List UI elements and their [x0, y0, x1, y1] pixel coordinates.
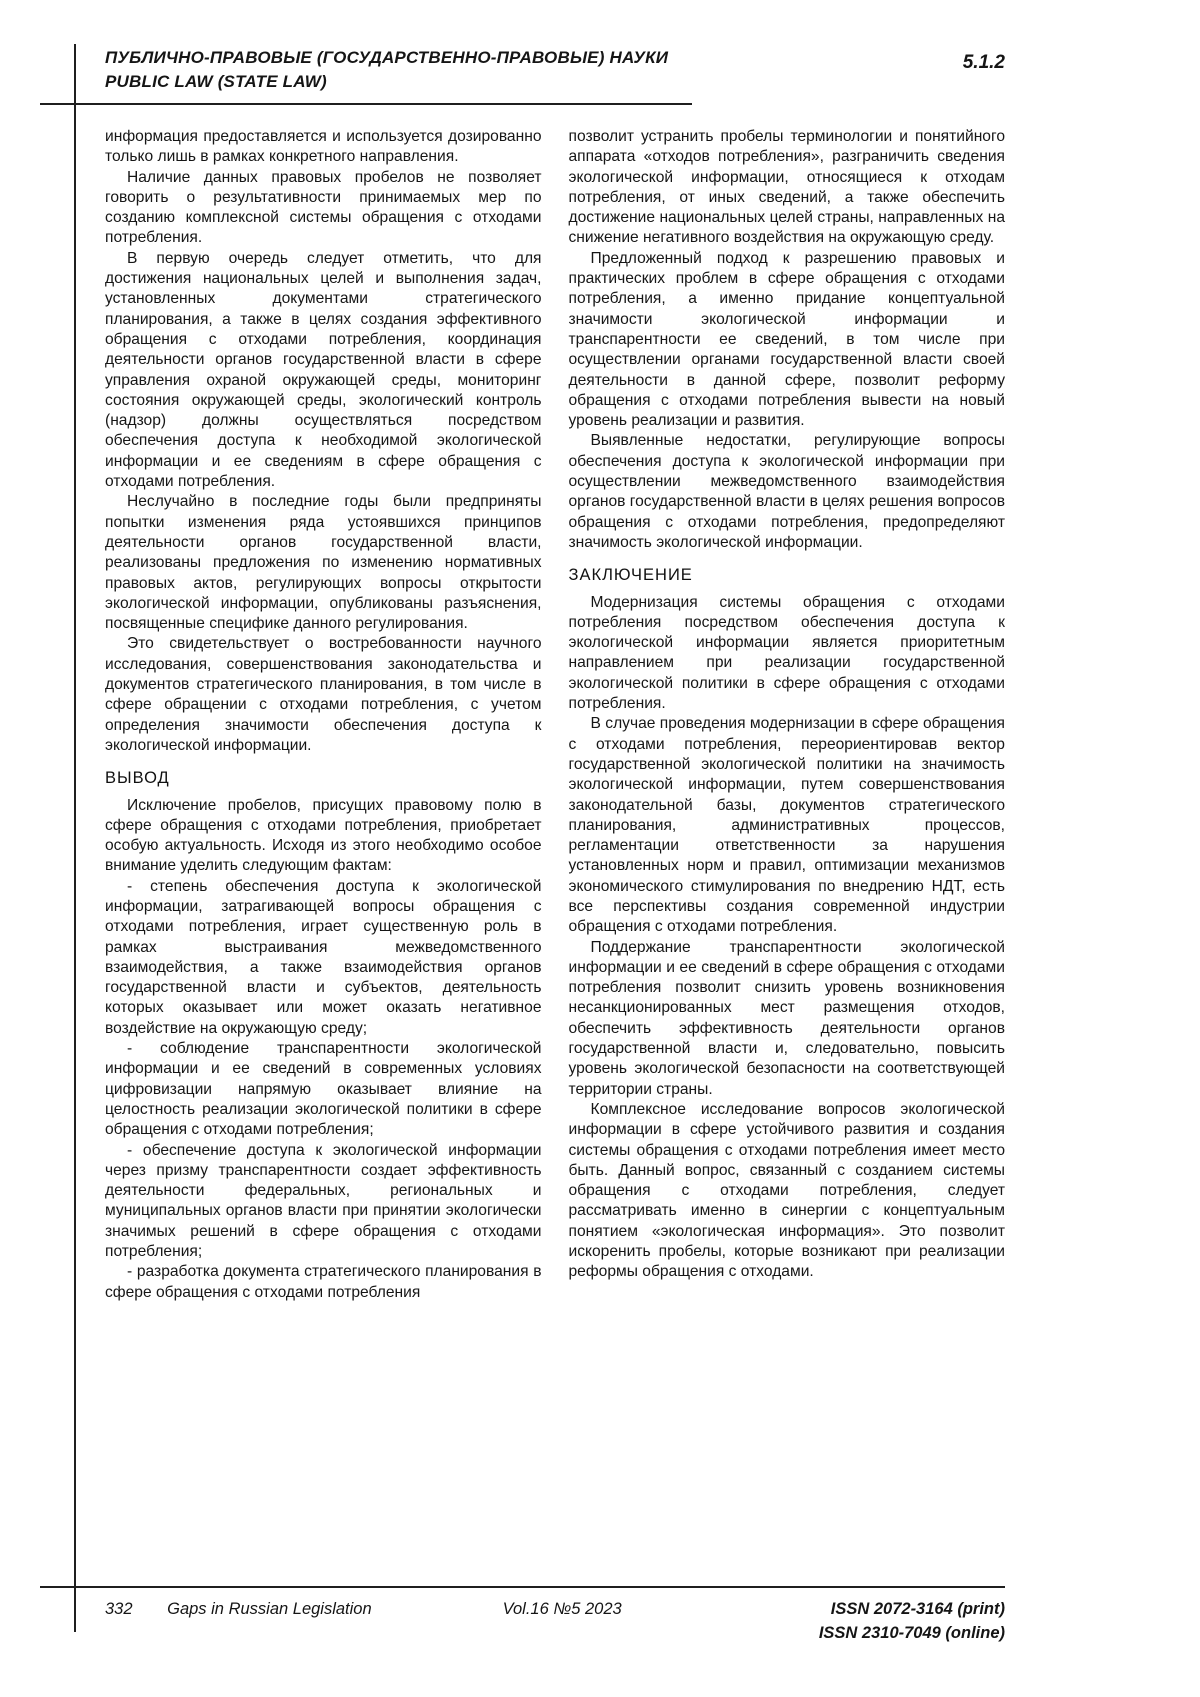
issn-block — [819, 1597, 1005, 1645]
paragraph: Выявленные недостатки, регулирующие вопросы обеспечения доступа к экологической информации при осуществлении межведомственного взаимодействия органов государственной власти в целях решения вопросов обращения с отходами потребления, предопределяют значимость экологической информации. — [568, 432, 1005, 551]
paragraph: - обеспечение доступа к экологической информации через призму транспарентности создает эффективность деятельности федеральных, региональных и муниципальных органов власти при принятии экологически значимых решений в сфере обращения с отходами потребления; — [105, 1141, 542, 1261]
paragraph: - разработка документа стратегического планирования в сфере обращения с отходами потребления — [105, 1263, 542, 1301]
issue-info: Vol.16 №5 2023 — [502, 1600, 622, 1618]
issn-online: ISSN 2310-7049 (online) — [818, 1624, 1005, 1642]
section-number: 5.1.2 — [962, 52, 1005, 73]
paragraph: Это свидетельствует о востребованности научного исследования, совершенствования законодательства и документов стратегического планирования, в том числе в сфере обращении с отходами потребления, с учетом определения значимости обеспечения доступа к экологической информации. — [105, 635, 542, 754]
rubric-title-ru: ПУБЛИЧНО-ПРАВОВЫЕ (ГОСУДАРСТВЕННО-ПРАВОВЫЕ) НАУКИ — [105, 48, 669, 67]
header-rule — [40, 103, 692, 105]
paragraph: Наличие данных правовых пробелов не позволяет говорить о результативности принимаемых мер по созданию комплексной системы обращения с отходами потребления. — [105, 168, 542, 247]
section-heading: ВЫВОД — [105, 769, 170, 788]
section-heading: ЗАКЛЮЧЕНИЕ — [568, 566, 693, 585]
footer-left — [105, 1600, 372, 1619]
paragraph: В первую очередь следует отметить, что для достижения национальных целей и выполнения задач, установленных документами стратегического планирования, а также в целях создания эффективного обращения с отходами потребления, координация деятельности органов государственной власти в сфере управления охраной окружающей среды, мониторинг состояния окружающей среды, экологический контроль (надзор) должны осуществляться посредством обеспечения доступа к необходимой экологической информации и ее сведениям в сфере обращения с отходами потребления. — [105, 249, 542, 491]
paragraph: - степень обеспечения доступа к экологической информации, затрагивающей вопросы обращения с отходами потребления, играет существенную роль в рамках выстраивания межведомственного взаимодействия, а также взаимодействия органов государственной власти и субъектов, деятельность которых оказывает или может оказать негативное воздействие на окружающую среду; — [105, 877, 542, 1037]
paragraph: Предложенный подход к разрешению правовых и практических проблем в сфере обращения с отходами потребления, а именно придание концептуальной значимости экологической информации и транспарентности ее сведений, в том числе при осуществлении органами государственной власти своей деятельности в данной сфере, позволит реформу обращения с отходами потребления вывести на новый уровень реализации и развития. — [568, 249, 1005, 430]
left-margin-rule — [74, 44, 76, 1632]
page-number: 332 — [105, 1600, 133, 1618]
footer-rule — [40, 1586, 1005, 1588]
paragraph: Исключение пробелов, присущих правовому полю в сфере обращения с отходами потребления, приобретает особую актуальность. Исходя из этого необходимо особое внимание уделить следующим фактам: — [105, 796, 542, 875]
paragraph: Комплексное исследование вопросов экологической информации в сфере устойчивого развития и создания системы обращения с отходами потребления имеет место быть. Данный вопрос, связанный с созданием системы обращения с отходами потребления, следует рассматривать именно в синергии с концептуальным понятием «экологическая информация». Это позволит искоренить пробелы, которые возникают при реализации реформы обращения с отходами. — [568, 1100, 1005, 1281]
paragraph: В случае проведения модернизации в сфере обращения с отходами потребления, переориентировав вектор государственной экологической политики на значимость экологической информации, путем совершенствования законодательной базы, документов стратегического планирования, административных процессов, регламентации ответственности за нарушения установленных норм и правил, оптимизации механизмов экономического стимулирования по внедрению НДТ, есть все перспективы создания современной индустрии обращения с отходами потребления. — [568, 715, 1005, 936]
paragraph: Неслучайно в последние годы были предприняты попытки изменения ряда устоявшихся принципов деятельности органов государственной власти, реализованы предложения по изменению нормативных правовых актов, регулирующих вопросы открытости экологической информации, опубликованы разъяснения, посвященные специфике данного регулирования. — [105, 493, 542, 633]
header-titles — [105, 46, 1005, 94]
rubric-title-en: PUBLIC LAW (STATE LAW) — [105, 72, 327, 91]
issn-print: ISSN 2072-3164 (print) — [830, 1600, 1005, 1618]
journal-title: Gaps in Russian Legislation — [167, 1600, 372, 1618]
paragraph: Модернизация системы обращения с отходами потребления посредством обеспечения доступа к экологической информации является приоритетным направлением при реализации государственной экологической политики в сфере обращения с отходами потребления. — [568, 593, 1005, 713]
paragraph: позволит устранить пробелы терминологии и понятийного аппарата «отходов потребления», разграничить сведения экологической информации, относящиеся к отходам потребления, от иных сведений, а также обеспечить достижение национальных целей страны, направленных на снижение негативного воздействия на окружающую среду. — [568, 128, 1005, 247]
article-body — [105, 127, 1005, 1303]
right-column — [569, 127, 1006, 1303]
paragraph: - соблюдение транспарентности экологической информации и ее сведений в современных условиях цифровизации напрямую оказывает влияние на целостность реализации экологической политики в сфере обращения с отходами потребления; — [105, 1040, 542, 1139]
page-header — [105, 46, 1005, 94]
paragraph: информация предоставляется и используется дозированно только лишь в рамках конкретного направления. — [105, 128, 542, 166]
paragraph: Поддержание транспарентности экологической информации и ее сведений в сфере обращения с отходами потребления позволит снизить уровень возникновения несанкционированных мест размещения отходов, обеспечить эффективность деятельности органов государственной власти и, следовательно, повысить уровень экологической безопасности на соответствующей территории страны. — [568, 938, 1005, 1098]
left-column — [105, 127, 542, 1303]
